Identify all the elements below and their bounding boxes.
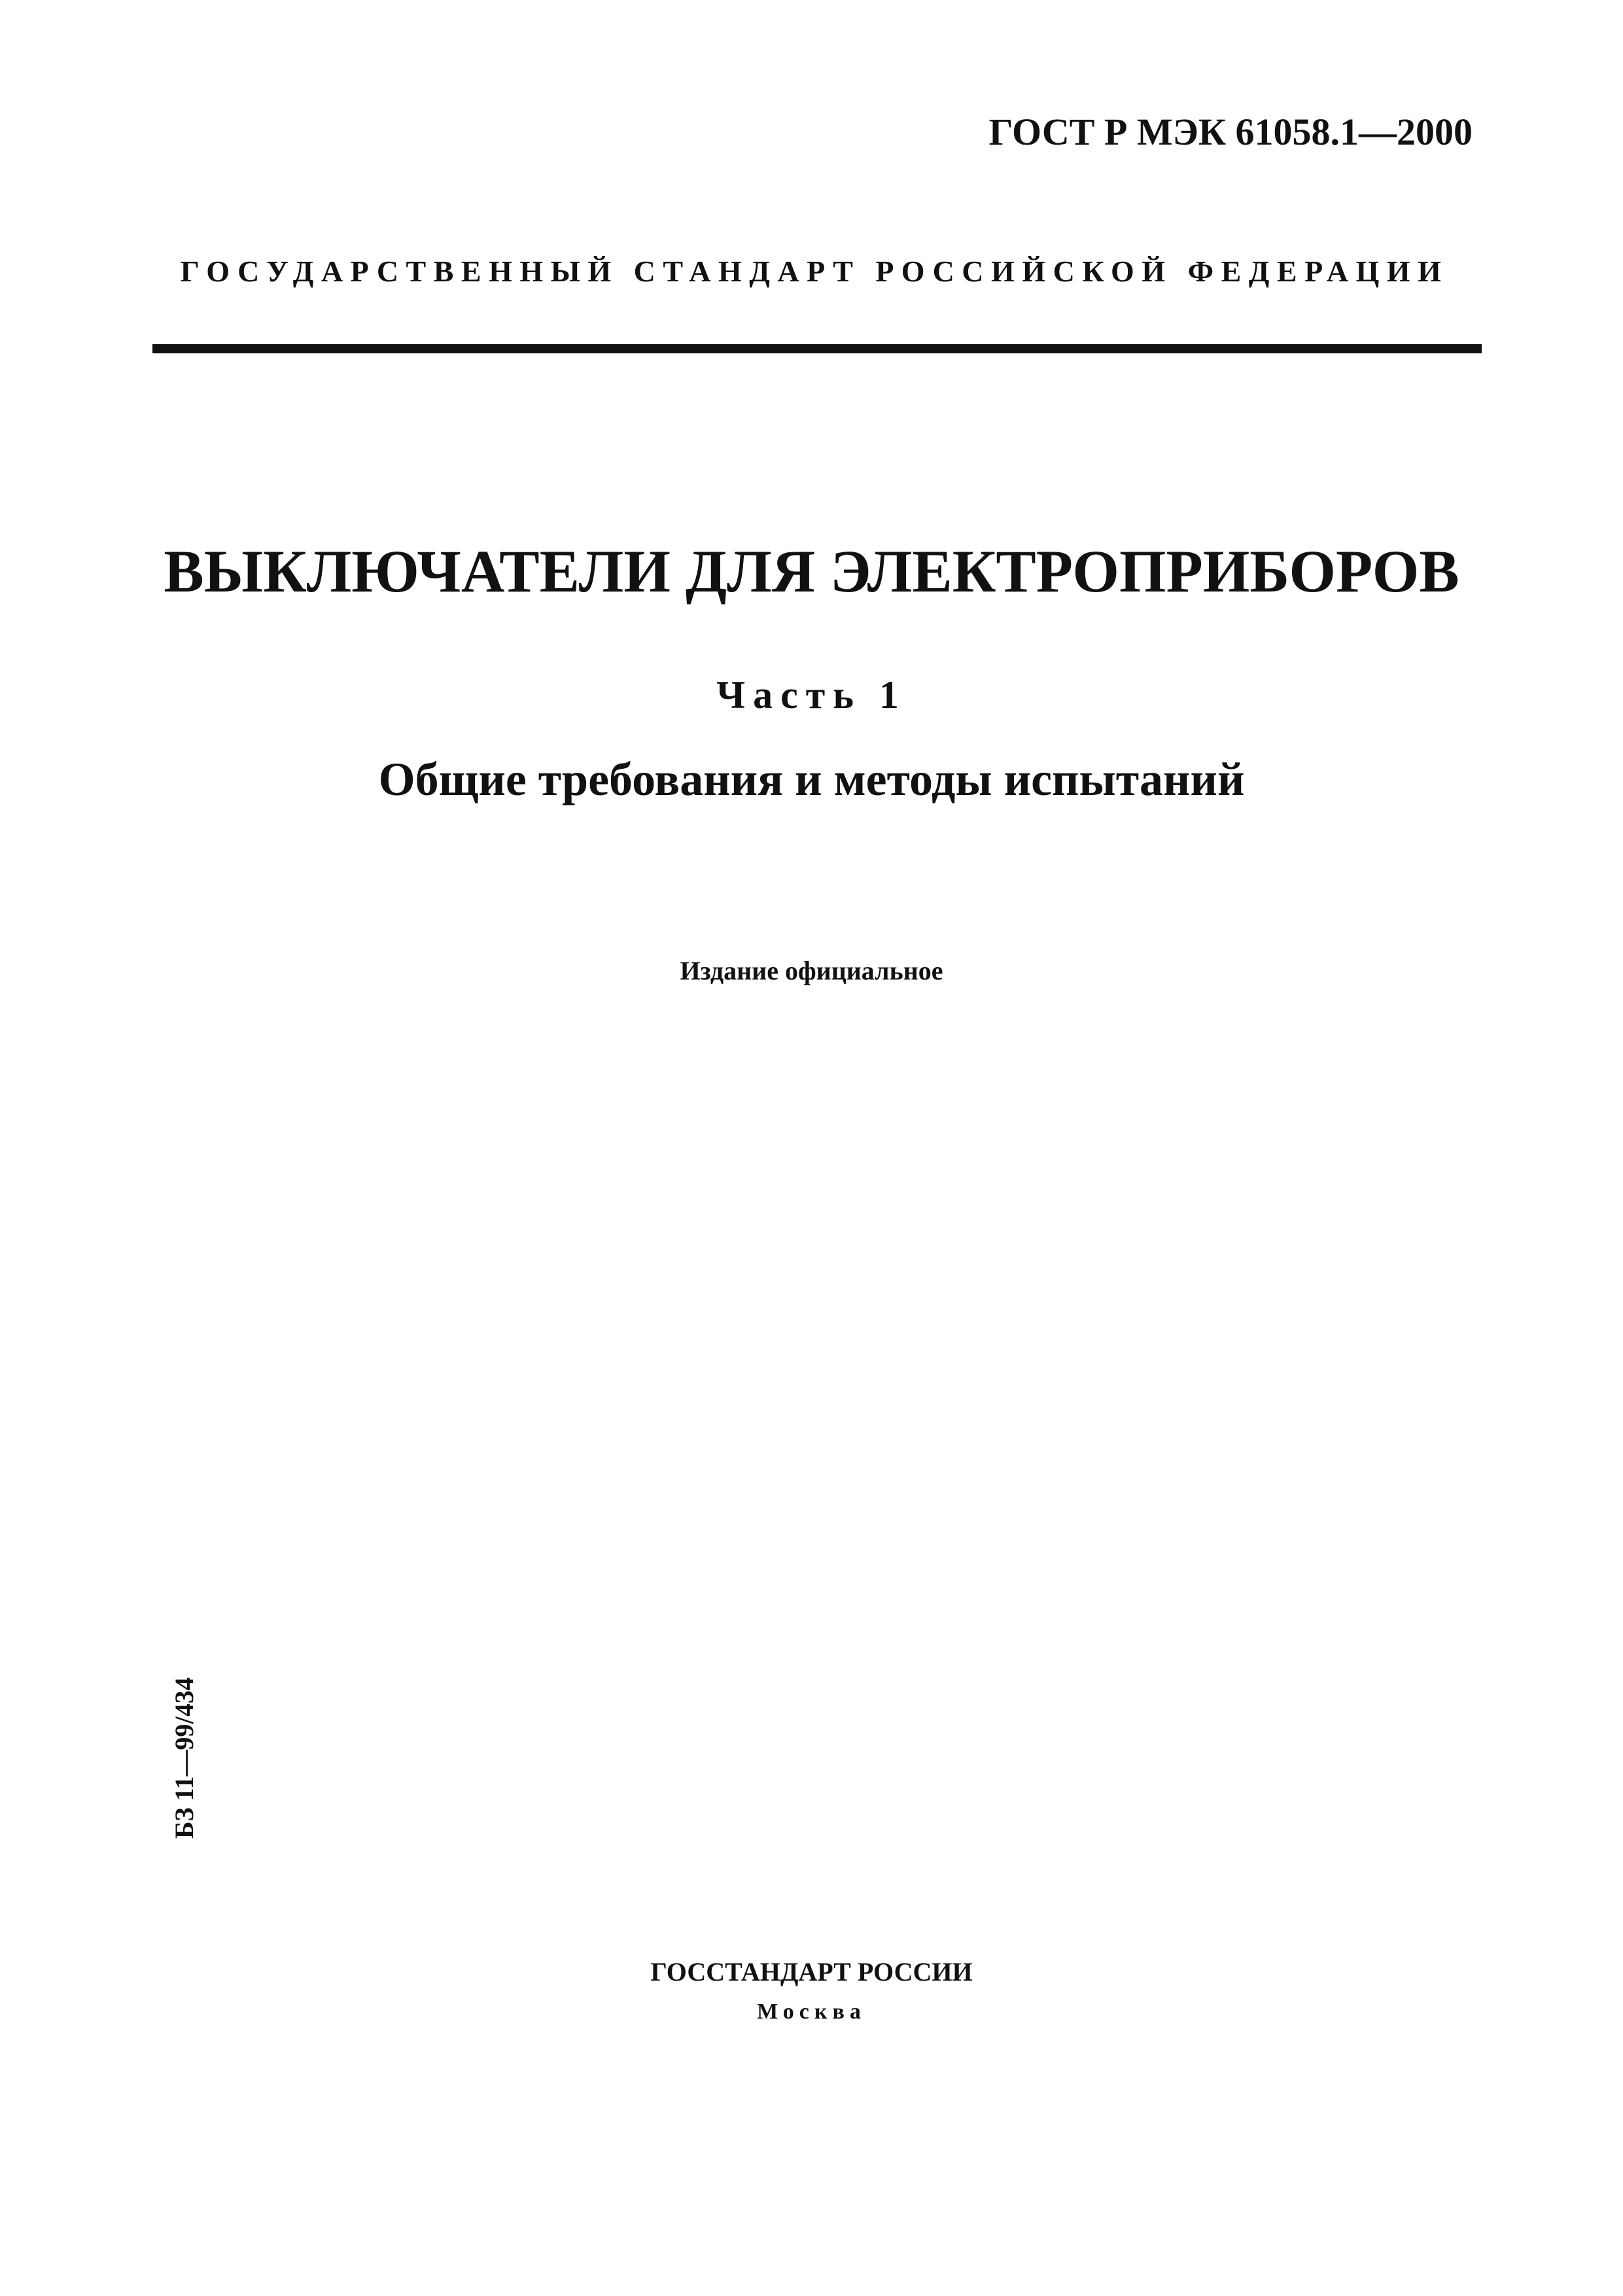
header-divider <box>152 344 1482 353</box>
part-label: Часть 1 <box>716 673 907 716</box>
side-code: БЗ 11—99/434 <box>169 1677 199 1839</box>
organization-heading: ГОСУДАРСТВЕННЫЙ СТАНДАРТ РОССИЙСКОЙ ФЕДЕРАЦИИ <box>180 255 1449 288</box>
document-subtitle: Общие требования и методы испытаний <box>378 753 1245 805</box>
edition-note: Издание официальное <box>680 956 943 985</box>
publisher-city: Москва <box>757 2000 866 2024</box>
document-designation: ГОСТ Р МЭК 61058.1—2000 <box>988 111 1473 153</box>
publisher-name: ГОССТАНДАРТ РОССИИ <box>650 1957 973 1987</box>
document-title: ВЫКЛЮЧАТЕЛИ ДЛЯ ЭЛЕКТРОПРИБОРОВ <box>164 538 1459 605</box>
